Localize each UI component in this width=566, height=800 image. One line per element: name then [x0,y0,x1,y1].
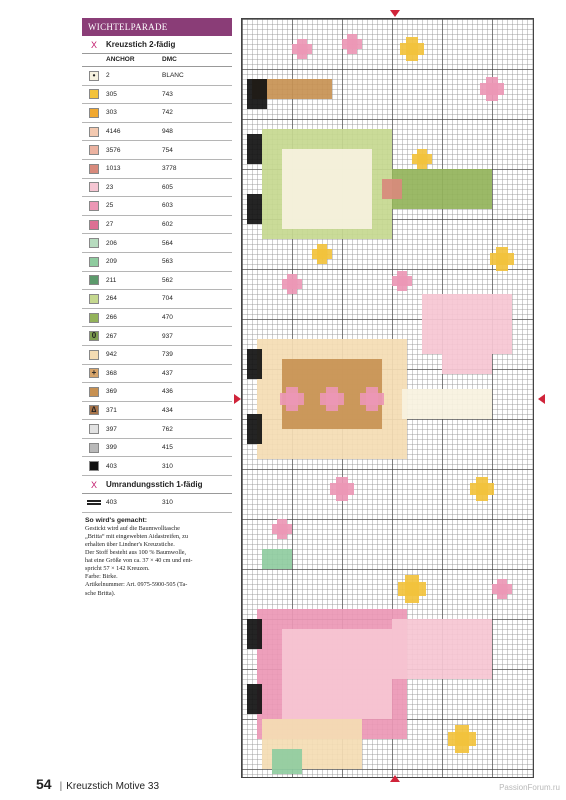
instructions-line: Gestickt wird auf die Baumwolltasche [85,524,180,532]
anchor-number: 211 [106,276,117,284]
dmc-number: 3778 [162,165,177,173]
thread-row [82,290,232,309]
dmc-number: 434 [162,406,173,414]
dmc-number: 754 [162,146,173,154]
thread-row [82,309,232,328]
thread-color-swatch [89,257,99,267]
anchor-number: 266 [106,314,117,322]
color-key-legend [82,18,232,598]
dmc-column-header: DMC [162,56,177,63]
anchor-number: 209 [106,258,117,266]
flower-motif [417,149,427,169]
butterfly-motif [406,37,418,61]
thread-row [82,179,232,198]
thread-color-swatch [89,108,99,118]
anchor-number: 25 [106,202,114,210]
gnome-boot-motif [247,349,262,379]
anchor-number: 4146 [106,128,121,136]
thread-color-swatch [89,294,99,304]
anchor-number: 23 [106,183,114,191]
gnome-beard-motif [282,149,372,229]
dmc-number: 762 [162,425,173,433]
anchor-number: 1013 [106,165,121,173]
thread-color-swatch [89,461,99,471]
center-right-arrow-icon [538,394,545,404]
anchor-number: 2 [106,72,110,80]
thread-color-swatch [89,443,99,453]
anchor-number: 369 [106,388,117,396]
anchor-column-header: ANCHOR [106,56,135,63]
daffodil-motif [405,575,419,603]
anchor-number: 305 [106,90,117,98]
flower-motif [486,77,498,101]
instructions-line: sche Britta). [85,589,116,597]
thread-color-swatch [89,313,99,323]
thread-row [82,253,232,272]
thread-list [82,67,232,476]
legend-column-headers [82,54,232,67]
thread-color-swatch [89,182,99,192]
instructions-line: „Britta“ mit eingewebten Aidastreifen, zu [85,532,188,540]
anchor-number: 206 [106,239,117,247]
thread-row [82,141,232,160]
dmc-number: 470 [162,314,173,322]
dmc-number: 937 [162,332,173,340]
butterfly-motif [476,477,488,501]
outline-stitch-mark-icon: X [90,479,97,490]
shovel-blade-motif [247,79,267,109]
thread-row [82,104,232,123]
thread-row [82,234,232,253]
dmc-number: 603 [162,202,173,210]
flower-motif [286,387,298,411]
flower-motif [366,387,378,411]
thread-row [82,420,232,439]
instructions-block [82,513,232,598]
thread-color-swatch [89,275,99,285]
outline-stitch-label: Umrandungsstich 1-fädig [106,480,203,490]
flower-motif [277,519,287,539]
thread-row [82,197,232,216]
thread-row [82,402,232,421]
leaf-motif [272,749,302,774]
cross-stitch-section-header [82,36,232,54]
leaf-motif [262,549,292,569]
chart-motifs [242,19,534,778]
outline-thread-row [82,494,232,513]
dmc-number: 562 [162,276,173,284]
thread-row [82,123,232,142]
thread-row [82,67,232,86]
anchor-number: 264 [106,295,117,303]
flower-motif [317,244,327,264]
anchor-number: 267 [106,332,117,340]
flower-motif [347,34,357,54]
dmc-number: 948 [162,128,173,136]
center-bottom-arrow-icon [390,775,400,782]
outline-line-swatch-icon [87,500,101,505]
center-top-arrow-icon [390,10,400,17]
instructions-line: spricht 57 × 142 Kreuzen. [85,565,150,573]
anchor-number: 942 [106,351,117,359]
dmc-number: 704 [162,295,173,303]
instructions-line: hat eine Größe von ca. 37 × 40 cm und ent- [85,557,193,565]
gnome-nose-motif [382,179,402,199]
anchor-number: 3576 [106,146,121,154]
instructions-line: Artikelnummer: Art. 0975-5900-505 (Ta- [85,581,188,589]
dmc-number: BLANC [162,72,184,80]
butterfly-motif [497,579,507,599]
instructions-line: Der Stoff besteht aus 100 % Baumwolle, [85,549,187,557]
dmc-number: 742 [162,109,173,117]
gnome-boot-motif [247,684,262,714]
thread-row [82,365,232,384]
instructions-line: Farbe: Birke. [85,573,118,581]
thread-color-swatch [89,89,99,99]
anchor-number: 303 [106,109,117,117]
dmc-number: 743 [162,90,173,98]
dmc-number: 415 [162,444,173,452]
butterfly-motif [496,247,508,271]
legend-title: WICHTELPARADE [82,18,232,36]
gnome-beard-motif [282,629,392,719]
dmc-number: 436 [162,388,173,396]
dmc-number: 602 [162,221,173,229]
outline-anchor: 403 [106,499,117,507]
flower-motif [336,477,348,501]
dmc-number: 310 [162,462,173,470]
thread-row [82,216,232,235]
instructions-title: So wird's gemacht: [85,516,148,524]
thread-color-swatch [89,145,99,155]
thread-color-swatch [89,220,99,230]
daffodil-motif [455,725,469,753]
thread-color-swatch [89,424,99,434]
outline-dmc: 310 [162,499,173,507]
page-number: 54 [36,776,52,792]
watermark-text: PassionForum.ru [499,783,560,792]
thread-color-swatch [89,127,99,137]
thread-row [82,272,232,291]
thread-color-swatch [89,238,99,248]
thread-color-swatch: • [89,71,99,81]
thread-color-swatch [89,350,99,360]
dmc-number: 739 [162,351,173,359]
thread-row [82,160,232,179]
flower-motif [397,271,407,291]
gnome-beard-motif [402,389,492,419]
center-left-arrow-icon [234,394,241,404]
anchor-number: 371 [106,406,117,414]
thread-color-swatch [89,201,99,211]
thread-color-swatch [89,164,99,174]
thread-row [82,327,232,346]
thread-row [82,86,232,105]
dmc-number: 437 [162,369,173,377]
thread-row [82,439,232,458]
gnome-boot-motif [247,134,262,164]
magazine-title: Kreuzstich Motive 33 [66,781,160,792]
anchor-number: 397 [106,425,117,433]
heart-motif [442,354,492,374]
gnome-boot-motif [247,414,262,444]
dmc-number: 564 [162,239,173,247]
thread-color-swatch: 0 [89,331,99,341]
dmc-number: 605 [162,183,173,191]
anchor-number: 27 [106,221,114,229]
thread-row [82,457,232,476]
anchor-number: 399 [106,444,117,452]
anchor-number: 403 [106,462,117,470]
cross-stitch-mark-icon: X [90,39,97,50]
thread-color-swatch [89,387,99,397]
gnome-boot-motif [247,194,262,224]
cross-stitch-label: Kreuzstich 2-fädig [106,40,176,49]
flower-motif [326,387,338,411]
cross-stitch-chart [241,18,534,778]
gnome-hat-tip-motif [392,169,492,209]
anchor-number: 368 [106,369,117,377]
instructions-line: erhalten über Lindner's Kreuzstiche. [85,540,175,548]
flower-motif [297,39,307,59]
gnome-boot-motif [247,619,262,649]
page-footer [36,776,159,792]
gnome-hat-tip-motif [392,619,492,679]
dmc-number: 563 [162,258,173,266]
outline-stitch-section-header [82,476,232,494]
footer-separator: | [59,781,63,792]
thread-color-swatch: ∆ [89,405,99,415]
thread-row [82,346,232,365]
thread-color-swatch: + [89,368,99,378]
heart-motif [422,294,512,354]
thread-row [82,383,232,402]
flower-motif [287,274,297,294]
